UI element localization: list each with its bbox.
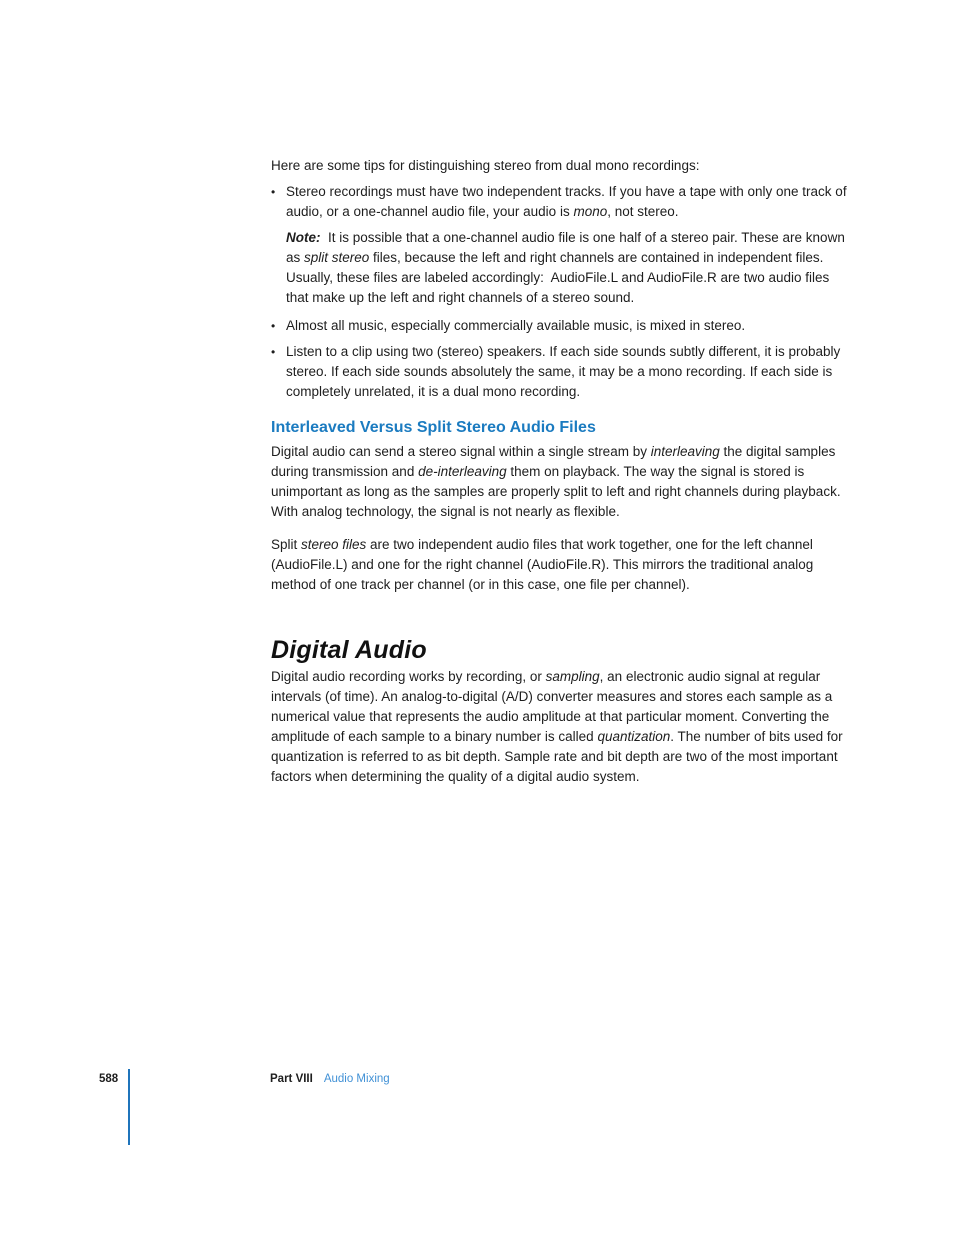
- list-item-text: Almost all music, especially commercially available music, is mixed in stereo.: [286, 318, 746, 333]
- paragraph: Digital audio recording works by recording, or sampling, an electronic audio signal at regular intervals (of time). An analog-to-digital (A/D) converter measures and stores each sample as a numerical value that represents the audio amplitude at that particular moment. Converting the amplitude of each sample to a binary number is called quantization. The number of bits used for quantization is referred to as bit depth. Sample rate and bit depth are two of the most important factors when determining the quality of a digital audio system.: [271, 669, 843, 784]
- section-heading-interleaved: Interleaved Versus Split Stereo Audio Files: [271, 419, 596, 436]
- intro-paragraph: Here are some tips for distinguishing stereo from dual mono recordings:: [271, 158, 700, 173]
- paragraph: Split stereo files are two independent audio files that work together, one for the left channel (AudioFile.L) and one for the right channel (AudioFile.R). This mirrors the traditional analog method of one track per channel (or in this case, one file per channel).: [271, 537, 814, 592]
- page-number: 588: [99, 1073, 119, 1085]
- tips-list: [271, 182, 849, 402]
- note-paragraph: Note: It is possible that a one-channel audio file is one half of a stereo pair. These are known as split stereo files, because the left and right channels are contained in independent files. Usually, these files are labeled accordingly: AudioFile.L and AudioFile.R are two audio files that make up the left and right channels of a stereo sound.: [286, 230, 845, 305]
- list-item-text: Stereo recordings must have two independent tracks. If you have a tape with only one track of audio, or a one-channel audio file, your audio is mono, not stereo.: [286, 184, 847, 219]
- footer-divider: [128, 1069, 130, 1145]
- paragraph: Digital audio can send a stereo signal within a single stream by interleaving the digital samples during transmission and de-interleaving them on playback. The way the signal is stored is unimportant as long as the samples are properly split to left and right channels during playback. With analog technology, the signal is not nearly as flexible.: [271, 444, 841, 519]
- list-item: [271, 316, 849, 336]
- bullet-icon: •: [271, 185, 276, 199]
- bullet-icon: •: [271, 345, 276, 359]
- footer-part-label: Part VIII: [270, 1073, 313, 1085]
- list-item: [271, 342, 849, 402]
- bullet-icon: •: [271, 319, 276, 333]
- footer: [270, 1072, 390, 1086]
- page-content: [271, 156, 849, 787]
- list-item: [271, 182, 849, 222]
- footer-part-title-link[interactable]: Audio Mixing: [323, 1073, 390, 1085]
- list-item-text: Listen to a clip using two (stereo) speakers. If each side sounds subtly different, it is probably stereo. If each side sounds absolutely the same, it may be a mono recording. If each side is completely unrelated, it is a dual mono recording.: [286, 344, 841, 399]
- chapter-heading-digital-audio: Digital Audio: [271, 636, 427, 664]
